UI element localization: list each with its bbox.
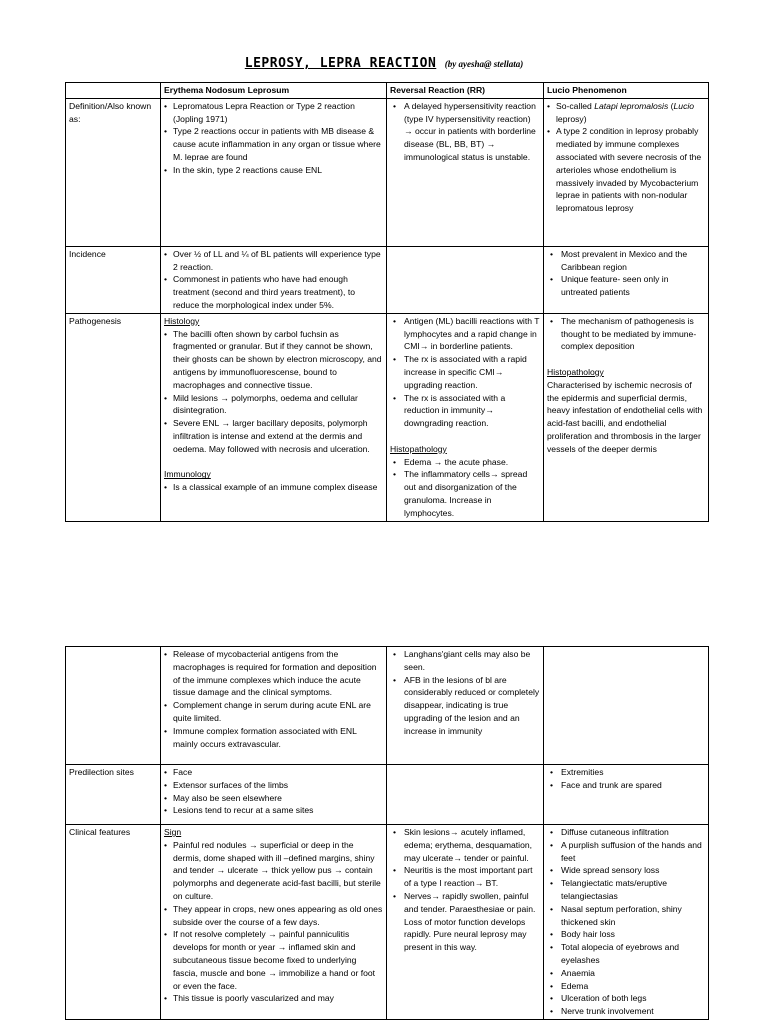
list-item: • Antigen (ML) bacilli reactions with T lymphocytes and a rapid change in CMI→ in borderline patients. [390, 315, 540, 353]
list-item: • Face and trunk are spared [547, 779, 705, 792]
cell-pathogenesis-cont-rr [387, 647, 544, 765]
cell-clinical-rr [387, 825, 544, 1020]
list-item: • Extensor surfaces of the limbs [164, 779, 383, 792]
list-item: • They appear in crops, new ones appearing as old ones subside over the course of a few days. [164, 903, 383, 929]
cell-pathogenesis-cont-enl [161, 647, 387, 765]
sign-heading: Sign [164, 827, 182, 837]
lucio-def-italic1: Latapi lepromalosis [594, 100, 669, 111]
cell-pathogenesis-lucio [544, 313, 709, 521]
list-item: • Face [164, 766, 383, 779]
list-item: • Nasal septum perforation, shiny thickened skin [547, 903, 705, 929]
list-item: • Mild lesions → polymorphs, oedema and cellular disintegration. [164, 392, 383, 418]
header-enl: Erythema Nodosum Leprosum [161, 83, 387, 99]
cell-clinical-lucio [544, 825, 709, 1020]
immunology-heading: Immunology [164, 469, 211, 480]
row-label-clinical: Clinical features [66, 825, 161, 1020]
header-rr: Reversal Reaction (RR) [387, 83, 544, 99]
list-item: • Type 2 reactions occur in patients with MB disease & cause acute inflammation in any organ or tissue where M. leprae are found [164, 125, 383, 163]
list-item: • In the skin, type 2 reactions cause ENL [164, 164, 383, 177]
document-title [0, 54, 768, 72]
list-item: • Skin lesions→ acutely inflamed, edema; erythema, desquamation, may ulcerate→ tender or painful. [390, 826, 540, 864]
list-item: • Painful red nodules → superficial or deep in the dermis, dome shaped with ill –defined margins, shiny and tender → ulcerate → thick yellow pus → contain polymorphs and degenerate acid-fast bacilli, but sterile on culture. [164, 839, 383, 903]
list-item: • Edema [547, 980, 705, 993]
list-item: • Immune complex formation associated with ENL mainly occurs extravascular. [164, 725, 383, 751]
header-lucio: Lucio Phenomenon [544, 83, 709, 99]
lucio-histopathology-text: Characterised by ischemic necrosis of the epidermis and superficial dermis, heavy infestation of endothelial cells with acid-fast bacilli, and endothelial proliferation and thrombosis in the larger vessels of the deeper dermis [547, 379, 703, 454]
list-item: • A delayed hypersensitivity reaction (type IV hypersensitivity reaction) → occur in patients with borderline disease (BL, BB, BT) → immunological status is unstable. [390, 100, 540, 164]
list-item: • Langhans'giant cells may also be seen. [390, 648, 540, 674]
list-item: • Anaemia [547, 967, 705, 980]
reaction-table-page2 [65, 646, 709, 1020]
lucio-def-mid: ( [668, 100, 674, 111]
row-pathogenesis [66, 313, 709, 521]
row-label-definition: Definition/Also known as: [66, 98, 161, 246]
list-item: • A type 2 condition in leprosy probably mediated by immune complexes associated with severe necrosis of the arterioles whose endothelium is massively invaded by Mycobacterium leprae in patients with non-nodular lepromatous leprosy [547, 125, 705, 215]
row-clinical [66, 825, 709, 1020]
histology-heading: Histology [164, 315, 200, 326]
row-predilection [66, 765, 709, 825]
header-empty [66, 83, 161, 99]
list-item: • Diffuse cutaneous infiltration [547, 826, 705, 839]
list-item: • Ulceration of both legs [547, 992, 705, 1005]
row-label-incidence: Incidence [66, 246, 161, 313]
list-item: • Lesions tend to recur at a same sites [164, 804, 383, 817]
cell-predilection-lucio [544, 765, 709, 825]
list-item: • Complement change in serum during acute ENL are quite limited. [164, 699, 383, 725]
list-item: • Release of mycobacterial antigens from the macrophages is required for formation and deposition of the immune complexes which induce the acute tissue damage and the clinical symptoms. [164, 648, 383, 699]
cell-pathogenesis-enl [161, 313, 387, 521]
list-item: • The rx is associated with a reduction in immunity→ downgrading reaction. [390, 392, 540, 430]
list-item [547, 100, 705, 126]
lucio-def-post: leprosy) [556, 113, 587, 124]
list-item: • May also be seen elsewhere [164, 792, 383, 805]
table-header-row [66, 83, 709, 99]
list-item: • Body hair loss [547, 928, 705, 941]
cell-predilection-enl [161, 765, 387, 825]
cell-predilection-rr [387, 765, 544, 825]
row-label-predilection: Predilection sites [66, 765, 161, 825]
list-item: • The rx is associated with a rapid increase in specific CMI→ upgrading reaction. [390, 353, 540, 391]
title-main: LEPROSY, LEPRA REACTION [244, 56, 437, 71]
row-pathogenesis-continued [66, 647, 709, 765]
list-item: • Severe ENL → larger bacillary deposits, polymorph infiltration is intense and extend at the dermis and oedema. May followed with necrosis and ulceration. [164, 417, 383, 455]
cell-incidence-lucio [544, 246, 709, 313]
row-label-empty [66, 647, 161, 765]
lucio-histopathology-heading: Histopathology [547, 366, 604, 377]
list-item: • Commonest in patients who have had enough treatment (second and third years treatment), to reduce the morphological index under 5%. [164, 273, 383, 311]
row-definition [66, 98, 709, 246]
list-item: • Nerve trunk involvement [547, 1005, 705, 1018]
list-item: • A purplish suffusion of the hands and feet [547, 839, 705, 865]
lucio-def-italic2: Lucio [673, 100, 695, 111]
list-item: • The inflammatory cells→ spread out and disorganization of the granuloma. Increase in lymphocytes. [390, 468, 540, 519]
cell-definition-lucio [544, 98, 709, 246]
list-item: • Unique feature- seen only in untreated patients [547, 273, 705, 299]
list-item: • Extremities [547, 766, 705, 779]
list-item: • Total alopecia of eyebrows and eyelashes [547, 941, 705, 967]
lucio-def-pre: So-called [556, 100, 595, 111]
list-item: • Lepromatous Lepra Reaction or Type 2 reaction (Jopling 1971) [164, 100, 383, 126]
reaction-table-page1 [65, 82, 709, 522]
cell-clinical-enl [161, 825, 387, 1020]
cell-incidence-enl [161, 246, 387, 313]
list-item: • The bacilli often shown by carbol fuchsin as fragmented or granular. But if they cannot be shown, their ghosts can be shown by electron microscopy, and antigens by immunofluorescense, bound to macrophages and connective tissue. [164, 328, 383, 392]
list-item: • Telangiectatic mats/eruptive telangiectasias [547, 877, 705, 903]
row-label-pathogenesis: Pathogenesis [66, 313, 161, 521]
list-item: • Is a classical example of an immune complex disease [164, 481, 383, 494]
cell-definition-rr [387, 98, 544, 246]
list-item: • If not resolve completely → painful panniculitis develops for month or year → inflamed skin and subcutaneous tissue become fixed to underlying fascia, muscle and bone → immobilize a hand or foot or even the face. [164, 928, 383, 992]
title-author: (by ayesha@ stellata) [444, 59, 524, 69]
list-item: • Most prevalent in Mexico and the Caribbean region [547, 248, 705, 274]
cell-pathogenesis-cont-lucio [544, 647, 709, 765]
list-item: • This tissue is poorly vascularized and may [164, 992, 383, 1005]
list-item: • The mechanism of pathogenesis is thought to be mediated by immune-complex deposition [547, 315, 705, 353]
list-item: • Nerves→ rapidly swollen, painful and tender. Paraesthesiae or pain. Loss of motor function develops rapidly. Pure neural leprosy may present in this way. [390, 890, 540, 954]
cell-definition-enl [161, 98, 387, 246]
rr-histopathology-heading: Histopathology [390, 443, 447, 454]
cell-incidence-rr [387, 246, 544, 313]
list-item: • AFB in the lesions of bl are considerably reduced or completely disappear, indicating is true upgrading of the lesion and an increase in immunity [390, 674, 540, 738]
list-item: • Neuritis is the most important part of a type I reaction→ BT. [390, 864, 540, 890]
list-item: • Edema → the acute phase. [390, 456, 540, 469]
row-incidence [66, 246, 709, 313]
cell-pathogenesis-rr [387, 313, 544, 521]
list-item: • Wide spread sensory loss [547, 864, 705, 877]
list-item: • Over ½ of LL and ¼ of BL patients will experience type 2 reaction. [164, 248, 383, 274]
